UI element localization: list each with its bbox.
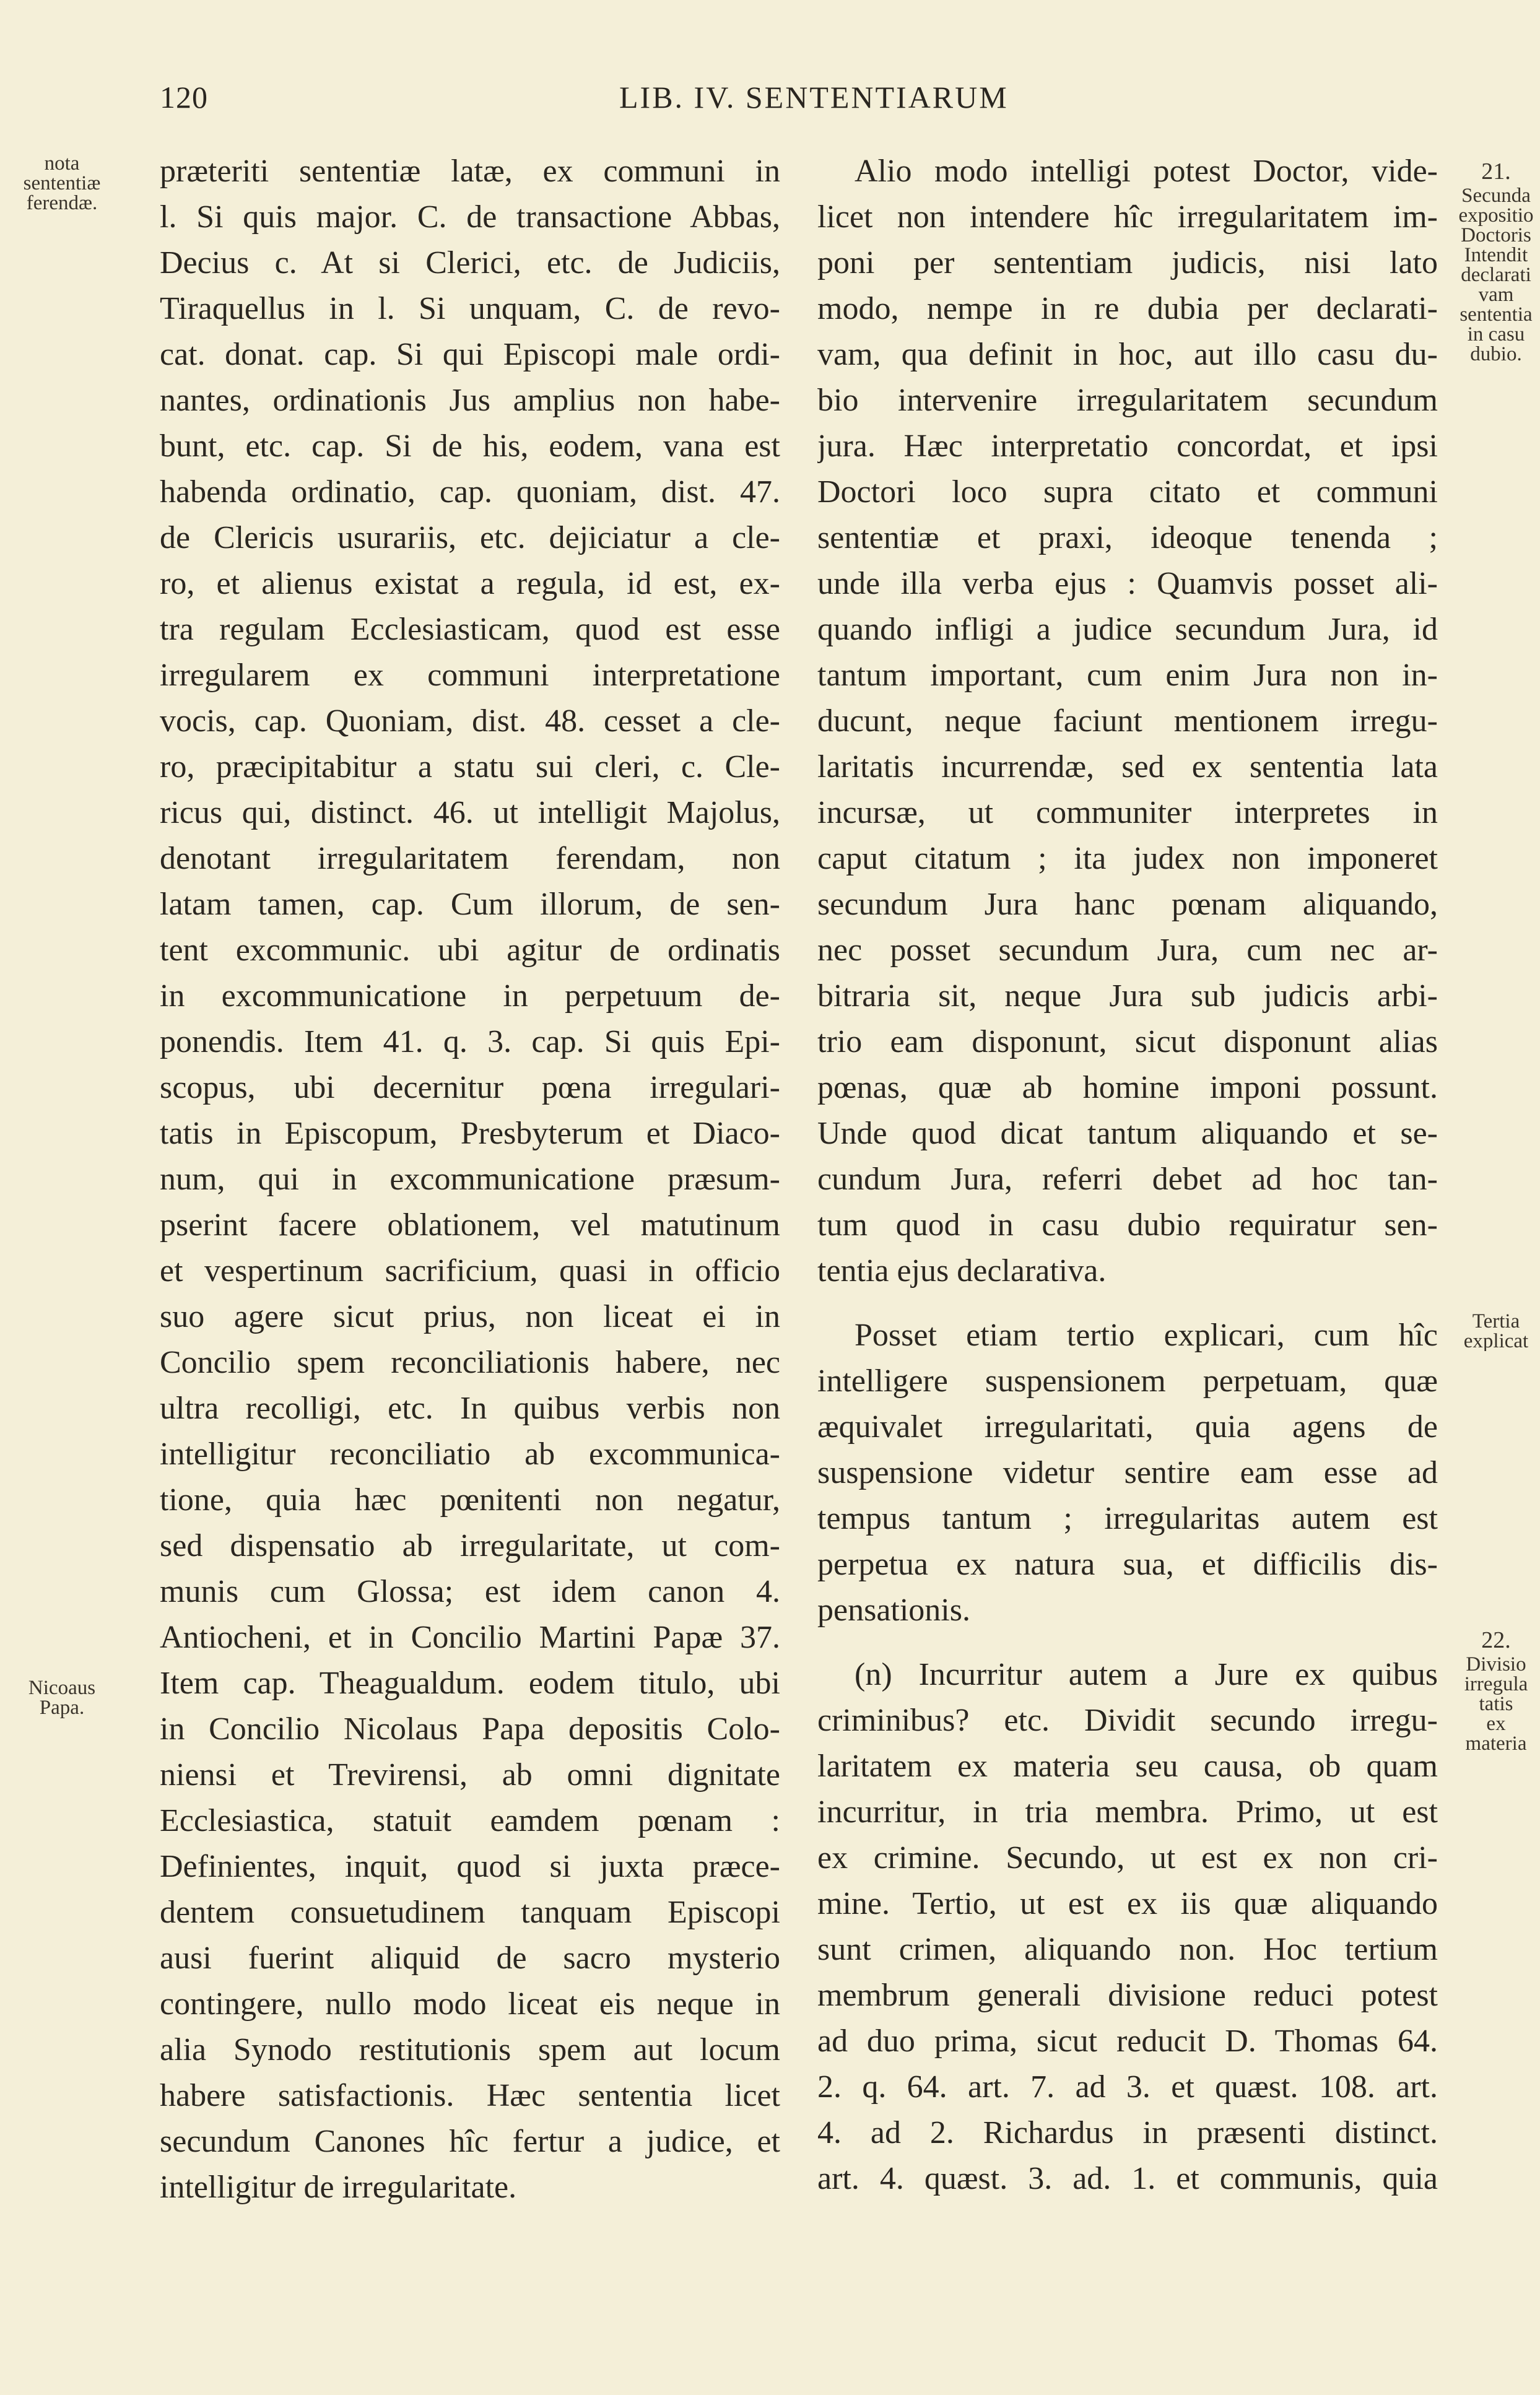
text-line: habere satisfactionis. Hæc sententia licet [160,2078,780,2113]
text-line: licet non intendere hîc irregularitatem im- [817,199,1438,235]
margin-note-line: irregula [1464,1673,1528,1695]
text-line: ad duo prima, sicut reducit D. Thomas 64. [817,2023,1438,2059]
margin-note-21 [1452,157,1540,364]
margin-note-line: ferendæ. [26,192,98,214]
margin-note-line: expositio [1458,204,1534,227]
text-line: 2. q. 64. art. 7. ad 3. et quæst. 108. art. [817,2069,1438,2105]
text-line: vam, qua definit in hoc, aut illo casu du- [817,337,1438,372]
text-line: æquivalet irregularitati, quia agens de [817,1409,1438,1445]
right-text-column [817,149,1438,2202]
text-line: alia Synodo restitutionis spem aut locum [160,2032,780,2067]
text-line: trio eam disponunt, sicut disponunt alias [817,1024,1438,1059]
text-line: Tiraquellus in l. Si unquam, C. de revo- [160,291,780,326]
margin-note-line: materia [1465,1732,1527,1754]
margin-note-number: 22. [1481,1627,1511,1653]
text-line: criminibus? etc. Dividit secundo irregu- [817,1703,1438,1738]
text-line: modo, nempe in re dubia per declarati- [817,291,1438,326]
page-header [0,79,1540,129]
text-line: ducunt, neque faciunt mentionem irregu- [817,703,1438,739]
text-line: præteriti sententiæ latæ, ex communi in [160,154,780,189]
text-line: ricus qui, distinct. 46. ut intelligit Majolus, [160,795,780,830]
margin-note-nota-sententiae [19,154,105,213]
text-line: Alio modo intelligi potest Doctor, vide- [855,154,1438,189]
margin-note-22 [1452,1626,1540,1754]
text-line: unde illa verba ejus : Quamvis posset ali- [817,566,1438,601]
text-line: intelligere suspensionem perpetuam, quæ [817,1363,1438,1399]
text-line: pœnas, quæ ab homine imponi possunt. [817,1070,1438,1105]
text-line: secundum Jura hanc pœnam aliquando, [817,887,1438,922]
text-line: tum quod in casu dubio requiratur sen- [817,1207,1438,1243]
text-line: Antiocheni, et in Concilio Martini Papæ 37. [160,1620,780,1655]
text-line: sunt crimen, aliquando non. Hoc tertium [817,1932,1438,1967]
margin-note-line: sententiæ [23,172,101,194]
text-line: membrum generali divisione reduci potest [817,1978,1438,2013]
text-line: denotant irregularitatem ferendam, non [160,841,780,876]
text-line: Posset etiam tertio explicari, cum hîc [855,1318,1438,1353]
text-line: suspensione videtur sentire eam esse ad [817,1455,1438,1490]
margin-note-line: ex [1486,1713,1506,1735]
text-line: perpetua ex natura sua, et difficilis dis- [817,1547,1438,1582]
text-line: ultra recolligi, etc. In quibus verbis non [160,1391,780,1426]
left-text-column [160,149,780,2210]
text-line: ponendis. Item 41. q. 3. cap. Si quis Epi- [160,1024,780,1059]
text-line: jura. Hæc interpretatio concordat, et ipsi [817,428,1438,464]
text-line: vocis, cap. Quoniam, dist. 48. cesset a cle- [160,703,780,739]
text-line: ro, præcipitabitur a statu sui cleri, c. Cle- [160,749,780,785]
text-line: contingere, nullo modo liceat eis neque in [160,1986,780,2022]
margin-note-line: Divisio [1466,1653,1526,1676]
text-line: ex crimine. Secundo, ut est ex non cri- [817,1840,1438,1876]
text-line: sed dispensatio ab irregularitate, ut com- [160,1528,780,1563]
text-line: nec posset secundum Jura, cum nec ar- [817,932,1438,968]
text-line: secundum Canones hîc fertur a judice, et [160,2124,780,2159]
text-line: tra regulam Ecclesiasticam, quod est esse [160,612,780,647]
text-line: Definientes, inquit, quod si juxta præce- [160,1849,780,1884]
text-line: pserint facere oblationem, vel matutinum [160,1207,780,1243]
margin-note-line: in casu [1467,323,1525,346]
text-line: latam tamen, cap. Cum illorum, de sen- [160,887,780,922]
page-number: 120 [160,80,208,115]
text-line: tempus tantum ; irregularitas autem est [817,1501,1438,1536]
text-line: Concilio spem reconciliationis habere, nec [160,1345,780,1380]
margin-note-line: Intendit [1464,244,1528,266]
margin-note-line: vam [1478,284,1514,306]
text-line: laritatis incurrendæ, sed ex sententia lata [817,749,1438,785]
text-line: caput citatum ; ita judex non imponeret [817,841,1438,876]
text-line: nantes, ordinationis Jus amplius non habe- [160,383,780,418]
text-line: Ecclesiastica, statuit eamdem pœnam : [160,1803,780,1838]
text-line: Item cap. Theagualdum. eodem titulo, ubi [160,1666,780,1701]
margin-note-nicolaus [19,1678,105,1718]
text-line: Decius c. At si Clerici, etc. de Judiciis, [160,245,780,280]
text-line: tantum important, cum enim Jura non in- [817,658,1438,693]
margin-note-line: nota [44,152,80,175]
margin-note-line: Papa. [39,1697,85,1719]
text-line: niensi et Trevirensi, ab omni dignitate [160,1757,780,1793]
text-line: tione, quia hæc pœnitenti non negatur, [160,1482,780,1518]
text-line: intelligitur de irregularitate. [160,2170,517,2205]
text-line: cat. donat. cap. Si qui Episcopi male ordi- [160,337,780,372]
margin-note-line: Secunda [1461,185,1531,207]
text-line: 4. ad 2. Richardus in præsenti distinct. [817,2115,1438,2150]
text-line: (n) Incurritur autem a Jure ex quibus [855,1657,1438,1692]
text-line: in Concilio Nicolaus Papa depositis Colo- [160,1711,780,1747]
running-title: LIB. IV. SENTENTIARUM [619,80,1009,115]
text-line: num, qui in excommunicatione præsum- [160,1162,780,1197]
text-line: ro, et alienus existat a regula, id est, ex- [160,566,780,601]
text-line: bunt, etc. cap. Si de his, eodem, vana est [160,428,780,464]
text-line: ausi fuerint aliquid de sacro mysterio [160,1941,780,1976]
text-line: scopus, ubi decernitur pœna irregulari- [160,1070,780,1105]
text-line: habenda ordinatio, cap. quoniam, dist. 47. [160,474,780,510]
text-line: dentem consuetudinem tanquam Episcopi [160,1895,780,1930]
text-line: suo agere sicut prius, non liceat ei in [160,1299,780,1334]
margin-note-line: declarati [1461,264,1531,286]
text-line: tent excommunic. ubi agitur de ordinatis [160,932,780,968]
margin-note-tertia [1452,1311,1540,1351]
text-line: Unde quod dicat tantum aliquando et se- [817,1116,1438,1151]
text-line: intelligitur reconciliatio ab excommunica- [160,1437,780,1472]
text-line: quando infligi a judice secundum Jura, id [817,612,1438,647]
text-line: munis cum Glossa; est idem canon 4. [160,1574,780,1609]
text-line: cundum Jura, referri debet ad hoc tan- [817,1162,1438,1197]
text-line: mine. Tertio, ut est ex iis quæ aliquando [817,1886,1438,1921]
text-line: laritatem ex materia seu causa, ob quam [817,1749,1438,1784]
margin-note-line: tatis [1479,1693,1513,1715]
text-line: irregularem ex communi interpretatione [160,658,780,693]
margin-note-number: 21. [1481,159,1511,185]
margin-note-line: Nicoaus [28,1677,96,1699]
text-line: bitraria sit, neque Jura sub judicis arbi- [817,978,1438,1014]
text-line: sententiæ et praxi, ideoque tenenda ; [817,520,1438,555]
margin-note-line: Doctoris [1461,224,1531,246]
text-line: tatis in Episcopum, Presbyterum et Diaco- [160,1116,780,1151]
text-line: tentia ejus declarativa. [817,1253,1107,1289]
text-line: incurritur, in tria membra. Primo, ut est [817,1794,1438,1830]
text-line: bio intervenire irregularitatem secundum [817,383,1438,418]
text-line: incursæ, ut communiter interpretes in [817,795,1438,830]
text-line: in excommunicatione in perpetuum de- [160,978,780,1014]
text-line: Doctori loco supra citato et communi [817,474,1438,510]
text-line: pensationis. [817,1593,970,1628]
margin-note-line: explicat [1463,1330,1529,1351]
text-line: l. Si quis major. C. de transactione Abbas, [160,199,780,235]
text-line: et vespertinum sacrificium, quasi in officio [160,1253,780,1289]
margin-note-line: dubio. [1470,343,1522,364]
text-line: art. 4. quæst. 3. ad. 1. et communis, quia [817,2161,1438,2196]
margin-note-line: sententia [1460,303,1533,326]
text-line: de Clericis usurariis, etc. dejiciatur a cle- [160,520,780,555]
margin-note-line: Tertia [1472,1311,1520,1332]
text-line: poni per sententiam judicis, nisi lato [817,245,1438,280]
